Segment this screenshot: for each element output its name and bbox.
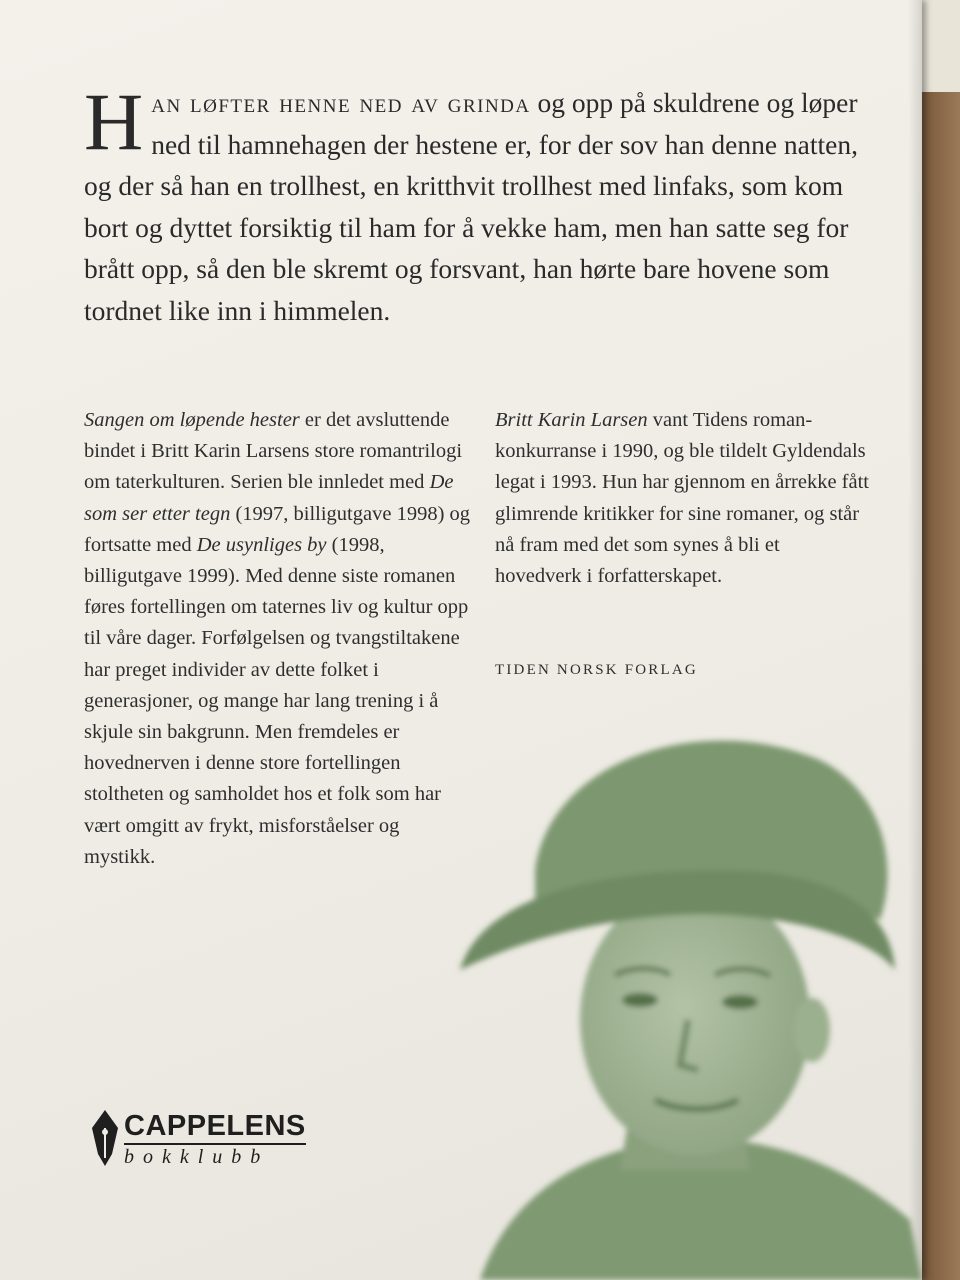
- publisher-name: TIDEN NORSK FORLAG: [495, 662, 698, 678]
- cappelens-bokklubb-logo: [88, 1108, 338, 1168]
- logo-name: CAPPELENS: [124, 1110, 306, 1145]
- logo-subtitle: bokklubb: [124, 1146, 270, 1168]
- blurb-text-1: er det avsluttende bindet i Britt Karin Larsens store romantrilogi om taterkulturen. Serien ble innledet med: [84, 409, 463, 494]
- series-title-2: De usynliges by: [196, 533, 327, 556]
- author-bio-column: [495, 405, 870, 592]
- book-title: Sangen om løpende hester: [84, 409, 300, 431]
- fountain-pen-nib-icon: [88, 1108, 122, 1168]
- blurb-text-3: (1998, billigutgave 1999). Med denne siste romanen føres fortellingen om taternes liv og kultur opp til våre dager. Forfølgelsen og tvangstiltakene har preget individer av dette folket i generasjoner, og mange har lang trening i å skjule sin bakgrunn. Men fremdeles er hovednerven i denne store fortellingen stoltheten og samholdet hos et folk som har vært omgitt av frykt, misforståelser og mystikk.: [84, 533, 469, 868]
- drop-cap: H: [84, 76, 144, 167]
- excerpt-lead: an løfter henne ned av grinda: [151, 87, 531, 118]
- excerpt-text: og opp på skuldrene og løper ned til hamnehagen der hestene er, for der sov han denne natten, og der så han en trollhest, en kritthvit trollhest med linfaks, som kom bort og dyttet forsiktig til ham for å vekke ham, men han satte seg for brått opp, så den ble skremt og forsvant, han hørte bare hovene som tordnet like inn i himmelen.: [84, 87, 858, 326]
- author-portrait: [440, 720, 922, 1280]
- excerpt-paragraph: [84, 76, 864, 331]
- blurb-text-2: (1997, billigutgave 1998) og fortsatte med: [84, 502, 471, 556]
- blurb-left-column: [84, 405, 474, 873]
- author-bio-text: vant Tidens roman-konkurranse i 1990, og ble tildelt Gyldendals legat i 1993. Hun har gjennom en årrekke fått glimrende kritikker for sine romaner, og står nå fram med det som synes å bli et hovedverk i forfatterskapet.: [495, 409, 869, 588]
- series-title-1: De som ser etter tegn: [84, 471, 454, 525]
- author-name: Britt Karin Larsen: [495, 409, 648, 431]
